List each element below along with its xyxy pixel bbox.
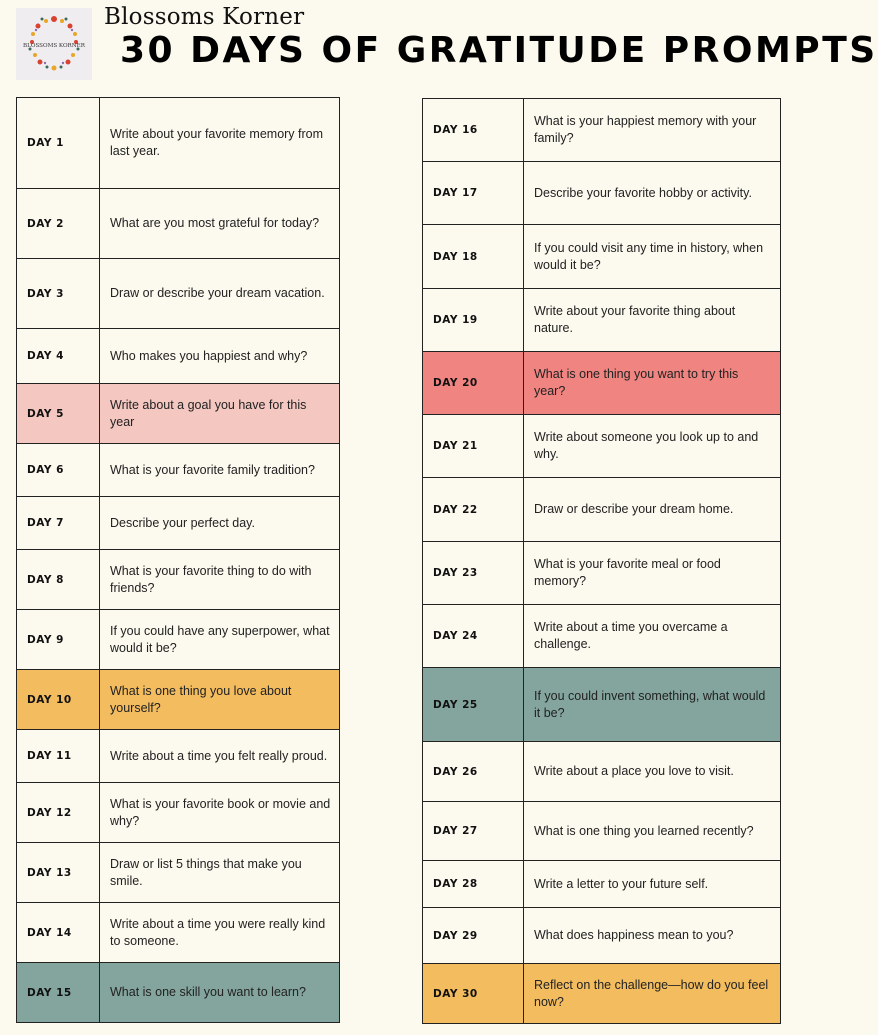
flower-wreath-icon <box>18 10 90 78</box>
prompt-text: What is one skill you want to learn? <box>100 963 340 1023</box>
prompt-row <box>423 415 781 478</box>
prompt-text: What is your happiest memory with your family? <box>524 99 781 162</box>
day-label: DAY 30 <box>423 964 524 1024</box>
prompt-text: Describe your favorite hobby or activity. <box>524 162 781 225</box>
day-label: DAY 19 <box>423 289 524 352</box>
day-label: DAY 12 <box>17 783 100 843</box>
logo-wordmark: BLOSSOMS KORNER <box>23 43 85 49</box>
prompt-row <box>423 289 781 352</box>
prompt-row <box>17 670 340 730</box>
day-label: DAY 23 <box>423 542 524 605</box>
prompt-text: Draw or describe your dream home. <box>524 478 781 542</box>
prompt-text: What is your favorite meal or food memory? <box>524 542 781 605</box>
day-label: DAY 10 <box>17 670 100 730</box>
prompt-text: Write about a time you were really kind to someone. <box>100 903 340 963</box>
prompt-row <box>17 384 340 444</box>
prompt-text: Write about a place you love to visit. <box>524 742 781 802</box>
day-label: DAY 3 <box>17 259 100 329</box>
prompt-row <box>423 99 781 162</box>
prompt-row <box>423 225 781 289</box>
prompt-text: What is one thing you learned recently? <box>524 802 781 861</box>
prompt-text: If you could visit any time in history, when would it be? <box>524 225 781 289</box>
day-label: DAY 26 <box>423 742 524 802</box>
day-label: DAY 27 <box>423 802 524 861</box>
prompt-text: What is your favorite book or movie and why? <box>100 783 340 843</box>
prompt-text: Write about your favorite memory from last year. <box>100 98 340 189</box>
day-label: DAY 7 <box>17 497 100 550</box>
day-label: DAY 2 <box>17 189 100 259</box>
prompt-text: What are you most grateful for today? <box>100 189 340 259</box>
prompt-text: What is your favorite thing to do with friends? <box>100 550 340 610</box>
prompt-row <box>423 162 781 225</box>
prompt-row <box>423 742 781 802</box>
day-label: DAY 9 <box>17 610 100 670</box>
day-label: DAY 4 <box>17 329 100 384</box>
day-label: DAY 1 <box>17 98 100 189</box>
prompt-text: What is one thing you want to try this year? <box>524 352 781 415</box>
prompt-row <box>17 963 340 1023</box>
prompt-text: Write about someone you look up to and why. <box>524 415 781 478</box>
prompt-row <box>17 550 340 610</box>
prompt-text: What is one thing you love about yourself? <box>100 670 340 730</box>
day-label: DAY 13 <box>17 843 100 903</box>
day-label: DAY 17 <box>423 162 524 225</box>
day-label: DAY 25 <box>423 668 524 742</box>
prompt-row <box>17 189 340 259</box>
day-label: DAY 20 <box>423 352 524 415</box>
day-label: DAY 5 <box>17 384 100 444</box>
day-label: DAY 8 <box>17 550 100 610</box>
prompt-row <box>423 605 781 668</box>
prompt-text: Draw or list 5 things that make you smile. <box>100 843 340 903</box>
prompt-row <box>17 730 340 783</box>
day-label: DAY 29 <box>423 908 524 964</box>
prompt-row <box>423 668 781 742</box>
day-label: DAY 16 <box>423 99 524 162</box>
prompt-row <box>423 964 781 1024</box>
prompt-row <box>17 843 340 903</box>
prompt-text: What does happiness mean to you? <box>524 908 781 964</box>
brand-logo <box>16 8 92 80</box>
prompts-table-left <box>16 97 340 1023</box>
brand-name: Blossoms Korner <box>104 4 305 30</box>
prompts-table-right <box>422 98 781 1024</box>
prompt-row <box>423 542 781 605</box>
prompt-text: If you could invent something, what would it be? <box>524 668 781 742</box>
prompt-row <box>17 329 340 384</box>
day-label: DAY 14 <box>17 903 100 963</box>
prompt-text: What is your favorite family tradition? <box>100 444 340 497</box>
prompt-row <box>423 908 781 964</box>
day-label: DAY 6 <box>17 444 100 497</box>
day-label: DAY 28 <box>423 861 524 908</box>
prompt-row <box>423 802 781 861</box>
day-label: DAY 18 <box>423 225 524 289</box>
day-label: DAY 11 <box>17 730 100 783</box>
prompt-row <box>17 98 340 189</box>
day-label: DAY 15 <box>17 963 100 1023</box>
prompt-text: Write a letter to your future self. <box>524 861 781 908</box>
prompt-text: Write about your favorite thing about nature. <box>524 289 781 352</box>
prompt-row <box>423 861 781 908</box>
prompt-row <box>17 783 340 843</box>
prompt-row <box>17 444 340 497</box>
prompt-row <box>17 903 340 963</box>
prompt-row <box>423 478 781 542</box>
day-label: DAY 22 <box>423 478 524 542</box>
page-title: 30 DAYS OF GRATITUDE PROMPTS <box>120 30 878 71</box>
prompt-row <box>423 352 781 415</box>
prompt-row <box>17 259 340 329</box>
prompt-text: Write about a goal you have for this year <box>100 384 340 444</box>
prompt-text: Describe your perfect day. <box>100 497 340 550</box>
prompt-text: Write about a time you felt really proud. <box>100 730 340 783</box>
day-label: DAY 24 <box>423 605 524 668</box>
prompt-text: Who makes you happiest and why? <box>100 329 340 384</box>
prompt-text: If you could have any superpower, what would it be? <box>100 610 340 670</box>
day-label: DAY 21 <box>423 415 524 478</box>
prompt-row <box>17 610 340 670</box>
prompt-text: Draw or describe your dream vacation. <box>100 259 340 329</box>
prompt-row <box>17 497 340 550</box>
prompt-text: Write about a time you overcame a challenge. <box>524 605 781 668</box>
prompt-text: Reflect on the challenge—how do you feel now? <box>524 964 781 1024</box>
